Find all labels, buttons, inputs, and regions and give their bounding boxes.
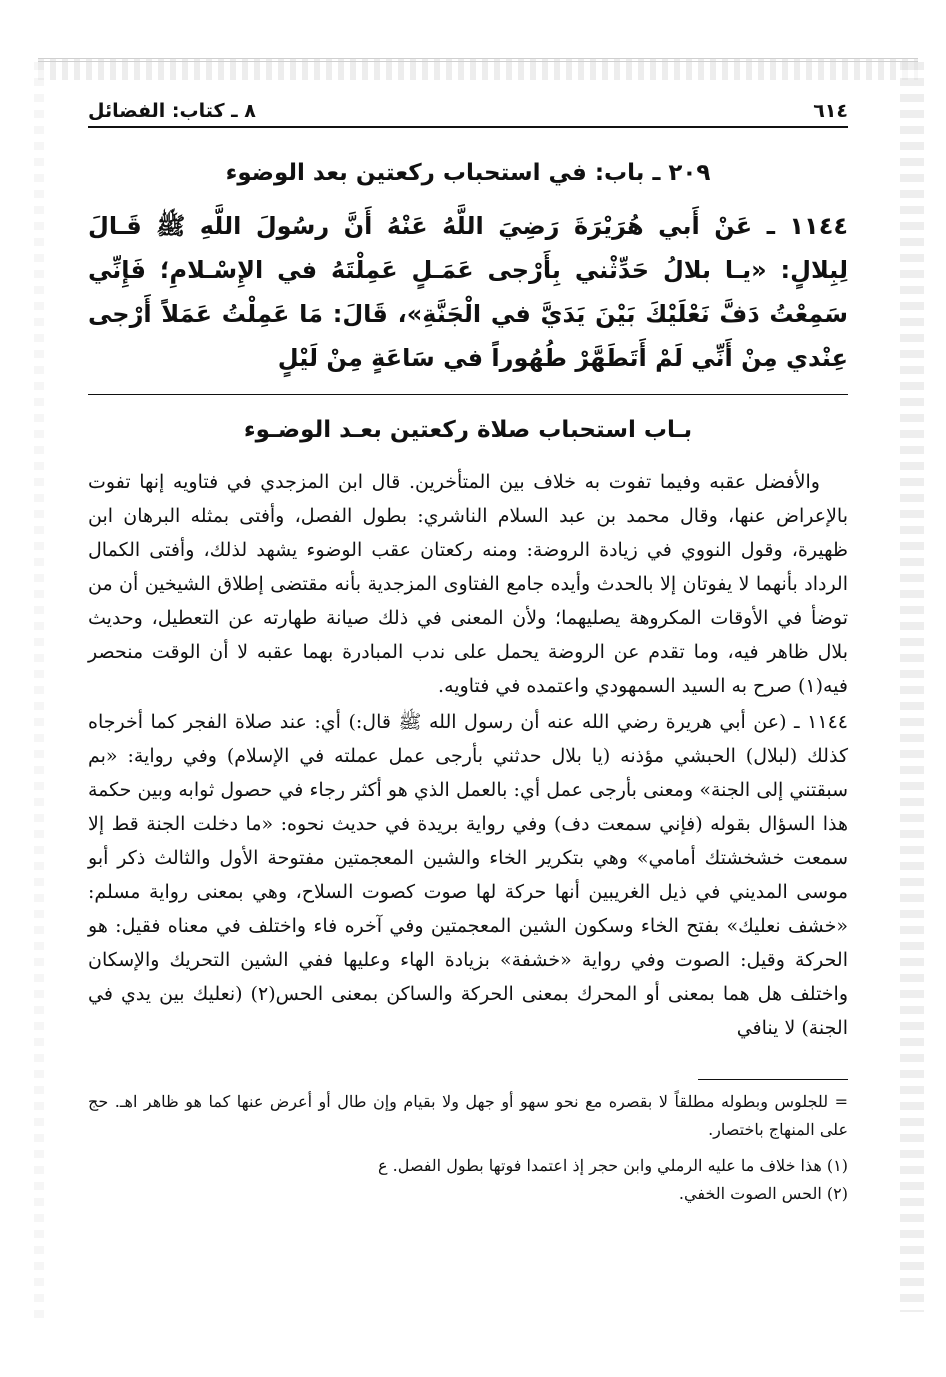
commentary-paragraph: والأفضل عقبه وفيما تفوت به خلاف بين المتأخرين. قال ابن المزجدي في فتاويه إنها تفوت بالإعراض عنها، وقال محمد بن عبد السلام الناشري: بطول الفصل، وأفتى بمثله البرهان ابن ظهيرة، وقول النووي في زيادة الروضة: ومنه ركعتان عقب الوضوء يشهد لذلك، وأفتى الكمال الرداد بأنهما لا يفوتان إلا بالحدث وأيده جامع الفتاوى المزجدية بأنه مقتضى إطلاق الشيخين أن من توضأ في الأوقات المكروهة يصليهما؛ ولأن المعنى في ذلك صيانة طهارته عن التعطيل، وحديث بلال ظاهر فيه، وما تقدم عن الروضة يحمل على ندب المبادرة بهما عقبه لا أن الوقت منحصر فيه(١) صرح به السيد السمهودي واعتمده في فتاويه.: [88, 471, 848, 697]
book-page: [88, 88, 848, 1208]
commentary-title: بـاب استحباب صلاة ركعتين بعـد الوضـوء: [243, 417, 693, 443]
chapter-title: ٢٠٩ ـ باب: في استحباب ركعتين بعد الوضوء: [225, 160, 711, 186]
commentary-body: [88, 465, 848, 1045]
footnote-divider: [698, 1079, 848, 1080]
book-title: ٨ ـ كتاب: الفضائل: [88, 100, 256, 122]
footnote-continuation: = للجلوس وبطوله مطلقاً لا بقصره مع نحو سهو أو جهل ولا بقيام وإن طال أو أعرض عنها كما هو ظاهر اهـ. حج على المنهاج باختصار.: [88, 1092, 848, 1139]
running-header: [88, 88, 848, 128]
footnote-1: (١) هذا خلاف ما عليه الرملي وابن حجر إذ اعتمدا فوتها بطول الفصل. ع: [377, 1156, 848, 1175]
footnotes: [88, 1088, 848, 1208]
ornamental-border-left: [34, 62, 44, 1322]
ornamental-border-right: [900, 62, 924, 1312]
ornamental-border-top: [38, 58, 918, 80]
section-divider: [88, 394, 848, 395]
footnote-2: (٢) الحس الصوت الخفي.: [678, 1184, 848, 1203]
commentary-paragraph: ١١٤٤ ـ (عن أبي هريرة رضي الله عنه أن رسول الله ﷺ قال:) أي: عند صلاة الفجر كما أخرجاه كذلك (لبلال) الحبشي مؤذنه (يا بلال حدثني بأرجى عمل عملته في الإسلام) وفي رواية: «بم سبقتني إلى الجنة» ومعنى بأرجى عمل أي: بالعمل الذي هو أكثر رجاء في حصول ثوابه وبين حكمة هذا السؤال بقوله (فإني سمعت دف) وفي رواية بريدة في حديث نحوه: «ما دخلت الجنة قط إلا سمعت خشخشتك أمامي» وهي بتكرير الخاء والشين المعجمتين مفتوحة الأول والثالث ذكر أبو موسى المديني في ذيل الغريبين أنها حركة لها صوت كصوت السلاح، وهي بمعنى رواية مسلم: «خشف نعليك» بفتح الخاء وسكون الشين المعجمتين وفي آخره فاء واختلف في معناه فقيل: هو الحركة وقيل: الصوت وفي رواية «خشفة» بزيادة الهاء وعليها ففي الشين التحريك والإسكان واختلف هل هما بمعنى أو المحرك بمعنى الحركة والساكن بمعنى الحس(٢) (نعليك بين يدي في الجنة) لا ينافي: [88, 711, 848, 1039]
hadith-text: ١١٤٤ ـ عَنْ أَبي هُرَيْرَةَ رَضِيَ اللَّهُ عَنْهُ أَنَّ رسُولَ اللَّهِ ﷺ قَـالَ لِبِلالٍ: «يـا بلالُ حَدِّثْني بِأَرْجى عَمَـلٍ عَمِلْتَهُ في الإِسْـلامِ؛ فَإِنِّي سَمِعْتُ دَفَّ نَعْلَيْكَ بَيْنَ يَدَيَّ في الْجَنَّةِ»، قَالَ: مَا عَمِلْتُ عَمَلاً أَرْجى عِنْدي مِنْ أَنِّي لَمْ أَتَطَهَّرْ طُهُوراً في سَاعَةٍ مِنْ لَيْلٍ: [88, 212, 848, 372]
page-number: ٦١٤: [813, 100, 848, 122]
